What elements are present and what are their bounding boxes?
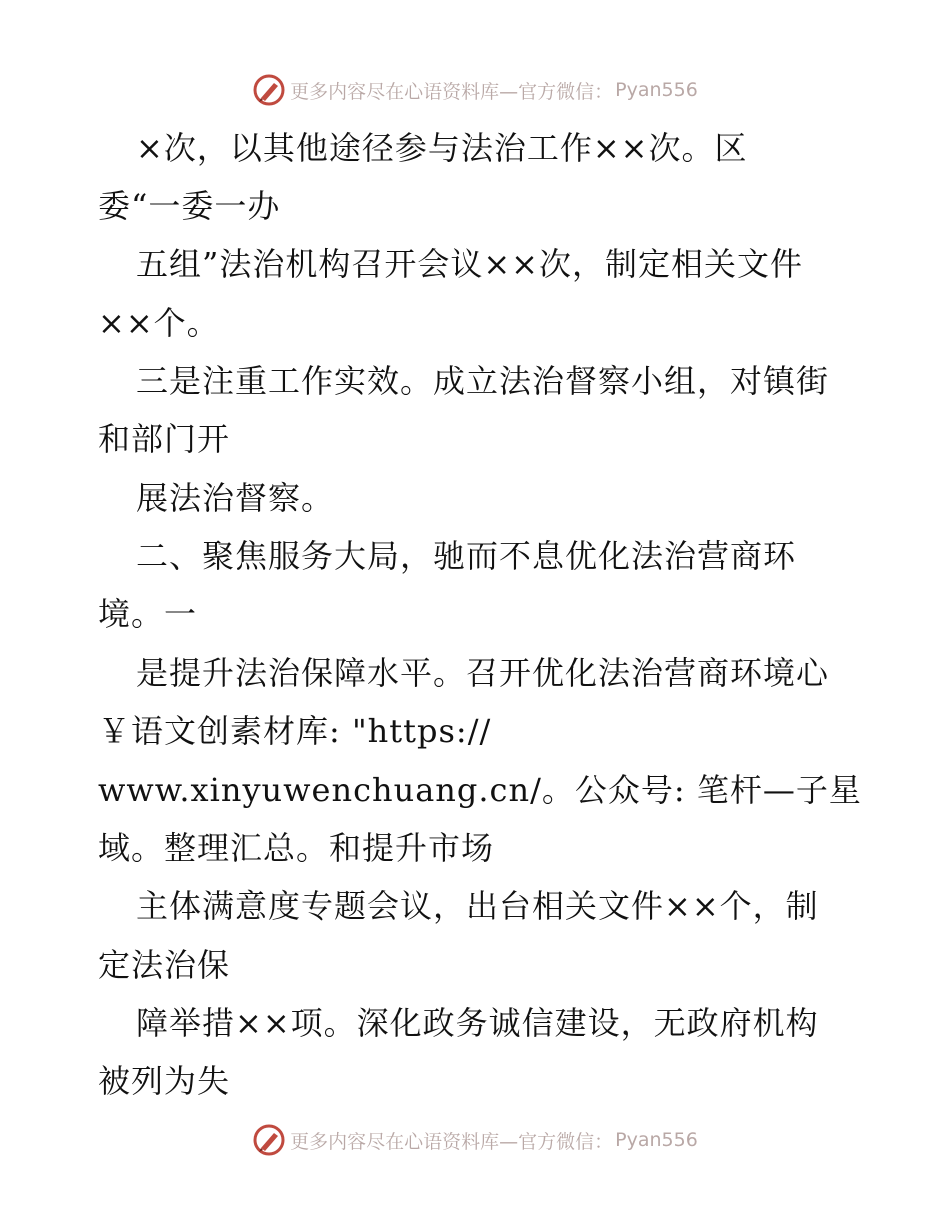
text-line: 五组”法治机构召开会议××次，制定相关文件 [136,245,803,283]
watermark-handle: Pyan556 [615,1129,698,1151]
watermark-text: 更多内容尽在心语资料库—官方微信： [290,1130,614,1153]
text-line: 境。一 [98,595,198,633]
watermark-handle: Pyan556 [615,79,698,101]
text-line: 被列为失 [98,1062,231,1100]
footer-watermark [0,1120,950,1160]
text-line: 二、聚焦服务大局，驰而不息优化法治营商环 [136,537,797,575]
text-line: ××个。 [98,304,220,342]
watermark-text: 更多内容尽在心语资料库—官方微信： [290,80,614,103]
text-line: 展法治督察。 [136,479,335,517]
text-line: ￥语文创素材库: "https:// [98,712,492,750]
text-line: 三是注重工作实效。成立法治督察小组，对镇街 [136,362,830,400]
text-line: 域。整理汇总。和提升市场 [98,829,495,867]
text-line: www.xinyuwenchuang.cn/。公众号: 笔杆—子星 [98,771,862,809]
text-line: 定法治保 [98,946,231,984]
text-line: 障举措××项。深化政务诚信建设，无政府机构 [136,1004,819,1042]
text-line: 委“一委一办 [98,187,281,225]
text-line: 和部门开 [98,420,231,458]
pen-logo-icon [252,1123,286,1157]
text-line: 是提升法治保障水平。召开优化法治营商环境心 [136,654,830,692]
pen-logo-icon [252,73,286,107]
text-line: ×次，以其他途径参与法治工作××次。区 [136,129,748,167]
text-line: 主体满意度专题会议，出台相关文件××个，制 [136,887,819,925]
header-watermark [0,70,950,110]
